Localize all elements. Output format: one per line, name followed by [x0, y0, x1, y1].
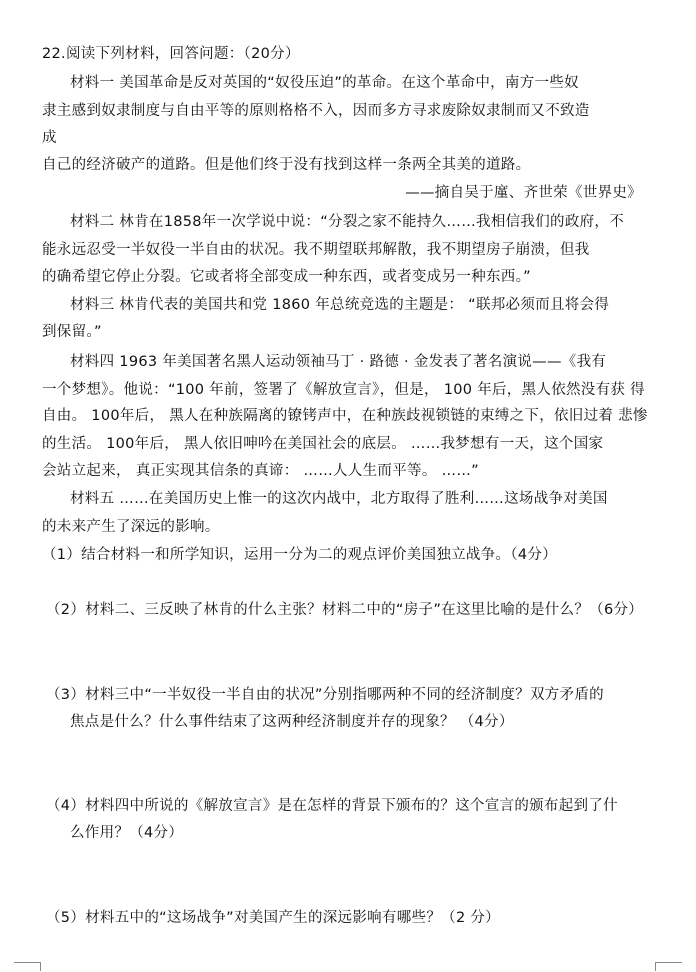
subquestion-4-line1: （4）材料四中所说的《解放宣言》是在怎样的背景下颁布的？这个宣言的颁布起到了什	[46, 798, 618, 814]
subquestion-3-line2: 焦点是什么？什么事件结束了这两种经济制度并存的现象？ （4分）	[70, 714, 514, 730]
material4-line5: 会站立起来， 真正实现其信条的真谛： ……人人生而平等。 ……”	[42, 463, 479, 479]
material1-citation: ——摘自吴于廑、齐世荣《世界史》	[405, 185, 642, 201]
page-corner-mark-left	[14, 962, 41, 971]
material1-line3: 成	[42, 130, 57, 146]
page-corner-mark-right	[655, 962, 682, 971]
material3-line1: 材料三 林肯代表的美国共和党 1860 年总统竞选的主题是： “联邦必须而且将会得	[70, 297, 610, 313]
question-title: 22.阅读下列材料，回答问题：（20分）	[42, 46, 300, 62]
material5-line1: 材料五 ……在美国历史上惟一的这次内战中，北方取得了胜利……这场战争对美国	[70, 491, 608, 507]
material3-line2: 到保留。”	[42, 324, 102, 340]
material1-line2: 隶主感到奴隶制度与自由平等的原则格格不入，因而多方寻求废除奴隶制而又不致造	[42, 103, 590, 119]
material4-line1: 材料四 1963 年美国著名黑人运动领袖马丁 · 路德 · 金发表了著名演说——《我有	[70, 354, 607, 370]
material2-line1: 材料二 林肯在1858年一次学说中说：“分裂之家不能持久……我相信我们的政府，不	[70, 214, 625, 230]
material1-line1: 材料一 美国革命是反对英国的“奴役压迫”的革命。在这个革命中，南方一些奴	[70, 75, 579, 91]
subquestion-4-line2: 么作用？（4分）	[70, 825, 184, 841]
subquestion-2: （2）材料二、三反映了林肯的什么主张？材料二中的“房子”在这里比喻的是什么？（6分）	[46, 602, 644, 618]
material2-line3: 的确希望它停止分裂。它或者将全部变成一种东西，或者变成另一种东西。”	[42, 269, 531, 285]
material4-line3: 自由。 100年后， 黑人在种族隔离的镣铐声中，在种族歧视锁链的束缚之下，依旧过着 悲惨	[42, 408, 648, 424]
material5-line2: 的未来产生了深远的影响。	[42, 519, 220, 535]
material2-line2: 能永远忍受一半奴役一半自由的状况。我不期望联邦解散，我不期望房子崩溃，但我	[42, 242, 590, 258]
subquestion-3-line1: （3）材料三中“一半奴役一半自由的状况”分别指哪两种不同的经济制度？双方矛盾的	[46, 687, 604, 703]
subquestion-5: （5）材料五中的“这场战争”对美国产生的深远影响有哪些？（2 分）	[46, 910, 500, 926]
material4-line4: 的生活。 100年后， 黑人依旧呻吟在美国社会的底层。 ……我梦想有一天，这个国家	[42, 436, 604, 452]
material4-line2: 一个梦想》。他说：“100 年前，签署了《解放宣言》，但是， 100 年后，黑人依然没有获 得	[42, 382, 645, 398]
subquestion-1: （1）结合材料一和所学知识，运用一分为二的观点评价美国独立战争。（4分）	[42, 547, 557, 563]
material1-line4: 自己的经济破产的道路。但是他们终于没有找到这样一条两全其美的道路。	[42, 157, 531, 173]
